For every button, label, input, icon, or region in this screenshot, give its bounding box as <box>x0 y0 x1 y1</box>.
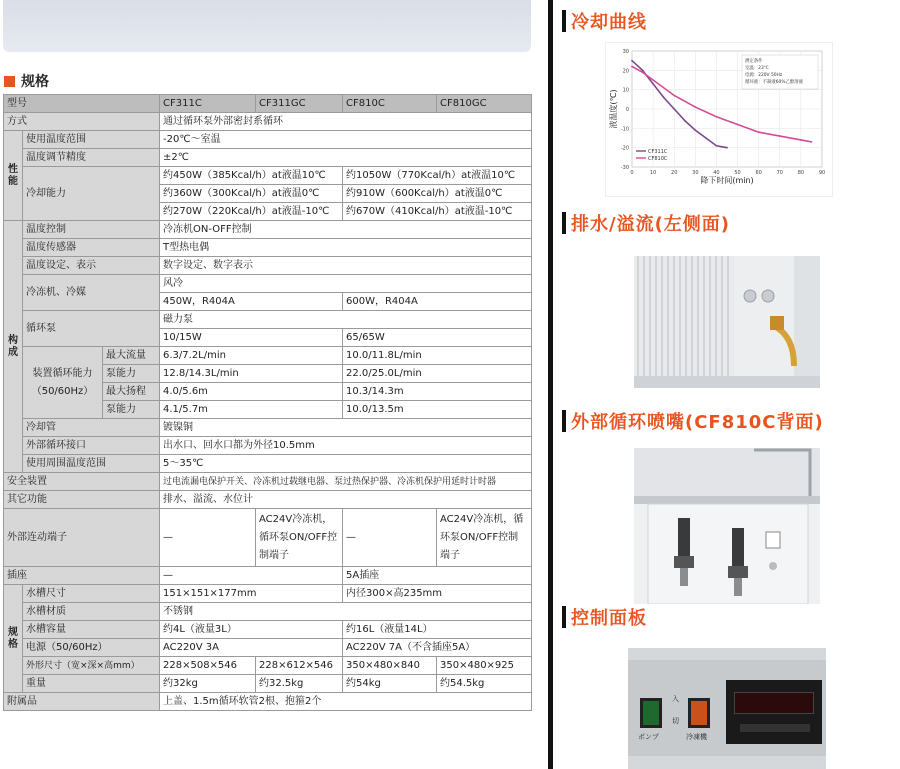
panel-section-header <box>562 604 647 630</box>
off-label: 切 <box>672 717 679 725</box>
refrigerator-cf810: 600W，R404A <box>343 293 532 311</box>
temp-display-value: 数字设定、数字表示 <box>160 257 532 275</box>
data-point-cf311c <box>705 137 707 139</box>
ext-port-value: 出水口、回水口都为外径10.5mm <box>160 437 532 455</box>
drain-photo-illustration <box>634 256 820 388</box>
pump-ability-2-label: 泵能力 <box>103 401 160 419</box>
y-tick-label: -30 <box>620 165 629 171</box>
cooling-pipe-label: 冷却管 <box>23 419 160 437</box>
pump-ability-label: 泵能力 <box>103 365 160 383</box>
method-label: 方式 <box>4 113 160 131</box>
refrigerator-cf311: 450W，R404A <box>160 293 343 311</box>
model-cf810c: CF810C <box>343 95 437 113</box>
data-point-cf311c <box>642 69 644 71</box>
socket-label: 插座 <box>4 567 160 585</box>
ext-terminal-cf810gc: AC24V冷冻机，循环泵ON/OFF控制端子 <box>437 509 532 567</box>
dimensions-cf311gc: 228×612×546 <box>256 657 343 675</box>
data-point-cf311c <box>716 145 718 147</box>
y-tick-label: -10 <box>620 126 629 133</box>
capacity-cf810: 约16L（液量14L） <box>343 621 532 639</box>
socket-cf810: 5A插座 <box>343 567 532 585</box>
y-axis-label: 液温度(℃) <box>609 89 618 129</box>
refrigerator-common: 风冷 <box>160 275 532 293</box>
drain-section-title: 排水/溢流(左侧面) <box>571 214 731 235</box>
temp-control-value: 冷冻机ON-OFF控制 <box>160 221 532 239</box>
pump-capacity-label: 装置循环能力 （50/60Hz） <box>23 347 103 419</box>
tank-material-value: 不锈钢 <box>160 603 532 621</box>
safety-value: 过电流漏电保护开关、冷冻机过载继电器、泵过热保护器、冷冻机保护用延时计时器 <box>160 473 532 491</box>
max-flow-label: 最大流量 <box>103 347 160 365</box>
temperature-controller <box>726 680 822 744</box>
accessories-value: 上盖、1.5m循环软管2根、抱箍2个 <box>160 693 532 711</box>
nozzle-photo-illustration <box>634 448 820 604</box>
accessories-label: 附属品 <box>4 693 160 711</box>
safety-label: 安全装置 <box>4 473 160 491</box>
x-tick-label: 50 <box>734 170 741 176</box>
table-row <box>4 491 532 509</box>
data-point-cf810c <box>800 139 802 141</box>
dimensions-cf810c: 350×480×840 <box>343 657 437 675</box>
header-label: 型号 <box>4 95 160 113</box>
model-cf810gc: CF810GC <box>437 95 532 113</box>
cooling-cf311-10: 约450W（385Kcal/h）at液温10℃ <box>160 167 343 185</box>
method-value: 通过循环泵外部密封系循环 <box>160 113 532 131</box>
table-row <box>4 473 532 491</box>
capacity-cf311: 约4L（液量3L） <box>160 621 343 639</box>
model-cf311c: CF311C <box>160 95 256 113</box>
condition-text: 电源：220V 50Hz <box>745 73 783 78</box>
section-title: 规格 <box>21 74 49 90</box>
ext-terminal-cf311gc: AC24V冷冻机，循环泵ON/OFF控制端子 <box>256 509 343 567</box>
data-point-cf311c <box>673 108 675 110</box>
pump-switch-icon <box>640 698 662 728</box>
y-tick-label: -20 <box>620 145 629 152</box>
on-label: 入 <box>672 695 679 703</box>
data-point-cf810c <box>758 131 760 133</box>
temp-display-label: 温度设定、表示 <box>23 257 160 275</box>
cooling-pipe-value: 镀镍铜 <box>160 419 532 437</box>
tank-size-cf311: 151×151×177mm <box>160 585 343 603</box>
table-row <box>4 639 532 657</box>
data-point-cf810c <box>642 71 644 73</box>
data-point-cf810c <box>673 95 675 97</box>
x-tick-label: 70 <box>776 170 783 176</box>
ambient-value: 5～35℃ <box>160 455 532 473</box>
vertical-divider <box>548 0 553 769</box>
table-row <box>4 239 532 257</box>
top-banner <box>3 0 531 52</box>
data-point-cf311c <box>663 97 665 99</box>
power-cf810: AC220V 7A（不含插座5A） <box>343 639 532 657</box>
table-row <box>4 149 532 167</box>
pump-cf311: 10/15W <box>160 329 343 347</box>
table-row <box>4 437 532 455</box>
pump-ability-2-cf810: 10.0/13.5m <box>343 401 532 419</box>
data-point-cf311c <box>631 60 633 62</box>
power-cf311: AC220V 3A <box>160 639 343 657</box>
nozzle-photo <box>634 448 820 604</box>
socket-cf311: — <box>160 567 343 585</box>
temp-sensor-label: 温度传感器 <box>23 239 160 257</box>
table-row <box>4 657 532 675</box>
legend-label-cf311c: CF311C <box>648 149 668 155</box>
model-cf311gc: CF311GC <box>256 95 343 113</box>
cooling-cf810-0: 约910W（600Kcal/h）at液温0℃ <box>343 185 532 203</box>
x-tick-label: 0 <box>630 170 634 176</box>
data-point-cf810c <box>811 141 813 143</box>
cooling-label: 冷却能力 <box>23 167 160 221</box>
panel-section-title: 控制面板 <box>571 608 647 629</box>
cooling-cf810-10: 约1050W（770Kcal/h）at液温10℃ <box>343 167 532 185</box>
data-point-cf810c <box>631 66 633 68</box>
other-label: 其它功能 <box>4 491 160 509</box>
section-bar <box>562 212 566 234</box>
x-tick-label: 80 <box>797 170 805 176</box>
pump-cf810: 65/65W <box>343 329 532 347</box>
temp-precision-label: 温度调节精度 <box>23 149 160 167</box>
tank-size-cf810: 内径300×高235mm <box>343 585 532 603</box>
cooling-cf810-minus10: 约670W（410Kcal/h）at液温-10℃ <box>343 203 532 221</box>
section-bar <box>562 10 566 32</box>
table-row <box>4 311 532 329</box>
weight-cf810gc: 约54.5kg <box>437 675 532 693</box>
cooling-curve-chart <box>605 42 833 197</box>
y-tick-label: 10 <box>622 87 629 94</box>
table-row <box>4 347 532 365</box>
x-tick-label: 40 <box>713 170 720 176</box>
max-flow-cf311: 6.3/7.2L/min <box>160 347 343 365</box>
weight-cf311gc: 约32.5kg <box>256 675 343 693</box>
cooling-cf311-0: 约360W（300Kcal/h）at液温0℃ <box>160 185 343 203</box>
freezer-label: 冷凍機 <box>686 733 707 741</box>
condition-text: 循环液：不凝液60%乙醇溶液 <box>745 80 804 85</box>
dimensions-cf311c: 228×508×546 <box>160 657 256 675</box>
table-row <box>4 567 532 585</box>
data-point-cf810c <box>737 124 739 126</box>
legend-label-cf810c: CF810C <box>648 156 668 162</box>
drain-overflow-photo <box>634 256 820 388</box>
condition-text: 测定条件 <box>745 59 763 64</box>
table-row <box>4 621 532 639</box>
header-row <box>4 95 532 113</box>
table-row <box>4 603 532 621</box>
refrigerator-label: 冷冻机、冷媒 <box>23 275 160 311</box>
pump-ability-2-cf311: 4.1/5.7m <box>160 401 343 419</box>
x-tick-label: 30 <box>692 170 699 176</box>
y-tick-label: 20 <box>622 68 629 75</box>
table-row <box>4 131 532 149</box>
table-row <box>4 675 532 693</box>
table-row <box>4 113 532 131</box>
x-axis-label: 降下时间(min) <box>700 176 754 185</box>
power-label: 电源（50/60Hz） <box>23 639 160 657</box>
data-point-cf810c <box>694 106 696 108</box>
data-point-cf311c <box>652 83 654 85</box>
max-head-cf311: 4.0/5.6m <box>160 383 343 401</box>
table-row <box>4 509 532 567</box>
max-head-cf810: 10.3/14.3m <box>343 383 532 401</box>
x-tick-label: 10 <box>649 170 657 176</box>
spec-table <box>3 94 532 711</box>
section-bar <box>562 410 566 432</box>
nozzle-section-title: 外部循环喷嘴(CF810C背面) <box>571 412 824 433</box>
temp-control-label: 温度控制 <box>23 221 160 239</box>
group-performance: 性能 <box>4 131 23 221</box>
cooling-cf311-minus10: 约270W（220Kcal/h）at液温-10℃ <box>160 203 343 221</box>
dimensions-cf810gc: 350×480×925 <box>437 657 532 675</box>
pump-ability-cf810: 22.0/25.0L/min <box>343 365 532 383</box>
dimensions-label: 外形尺寸（宽×深×高mm） <box>23 657 160 675</box>
weight-cf311c: 约32kg <box>160 675 256 693</box>
ext-port-label: 外部循环接口 <box>23 437 160 455</box>
section-bar <box>562 606 566 628</box>
x-tick-label: 20 <box>671 170 678 176</box>
table-row <box>4 693 532 711</box>
weight-label: 重量 <box>23 675 160 693</box>
temp-range-label: 使用温度范围 <box>23 131 160 149</box>
weight-cf810c: 约54kg <box>343 675 437 693</box>
controller-display <box>734 692 814 714</box>
nozzle-section-header <box>562 408 824 434</box>
group-spec: 规格 <box>4 585 23 693</box>
table-row <box>4 167 532 185</box>
cooling-chart-svg <box>606 43 834 198</box>
chart-section-title: 冷却曲线 <box>571 12 647 33</box>
temp-sensor-value: T型热电偶 <box>160 239 532 257</box>
group-structure: 构成 <box>4 221 23 473</box>
max-head-label: 最大扬程 <box>103 383 160 401</box>
data-point-cf311c <box>726 147 728 149</box>
data-point-cf311c <box>684 120 686 122</box>
y-tick-label: 0 <box>625 107 629 113</box>
table-row <box>4 221 532 239</box>
tank-size-label: 水槽尺寸 <box>23 585 160 603</box>
ambient-label: 使用周围温度范围 <box>23 455 160 473</box>
max-flow-cf810: 10.0/11.8L/min <box>343 347 532 365</box>
capacity-label: 水槽容量 <box>23 621 160 639</box>
pump-label: 循环泵 <box>23 311 160 347</box>
other-value: 排水、溢流、水位计 <box>160 491 532 509</box>
ext-terminal-cf810c: — <box>343 509 437 567</box>
controller-buttons <box>740 724 810 732</box>
section-header <box>4 72 49 90</box>
control-panel-photo <box>628 648 826 769</box>
x-tick-label: 90 <box>818 170 826 176</box>
pump-ability-cf311: 12.8/14.3L/min <box>160 365 343 383</box>
condition-text: 室温：23℃ <box>745 66 769 71</box>
y-tick-label: 30 <box>622 49 629 55</box>
ext-terminal-label: 外部连动端子 <box>4 509 160 567</box>
pump-common: 磁力泵 <box>160 311 532 329</box>
data-point-cf810c <box>779 135 781 137</box>
drain-section-header <box>562 210 730 236</box>
temp-precision-value: ±2℃ <box>160 149 532 167</box>
orange-square-marker <box>4 76 15 87</box>
table-row <box>4 257 532 275</box>
table-row <box>4 455 532 473</box>
data-point-cf810c <box>652 79 654 81</box>
pump-label: ポンプ <box>638 733 659 741</box>
table-row <box>4 419 532 437</box>
data-point-cf810c <box>716 116 718 118</box>
temp-range-value: -20℃～室温 <box>160 131 532 149</box>
tank-material-label: 水槽材质 <box>23 603 160 621</box>
data-point-cf311c <box>694 129 696 131</box>
table-row <box>4 275 532 293</box>
table-row <box>4 585 532 603</box>
chart-section-header <box>562 8 647 34</box>
freezer-switch-icon <box>688 698 710 728</box>
ext-terminal-cf311c: — <box>160 509 256 567</box>
x-tick-label: 60 <box>755 170 762 176</box>
